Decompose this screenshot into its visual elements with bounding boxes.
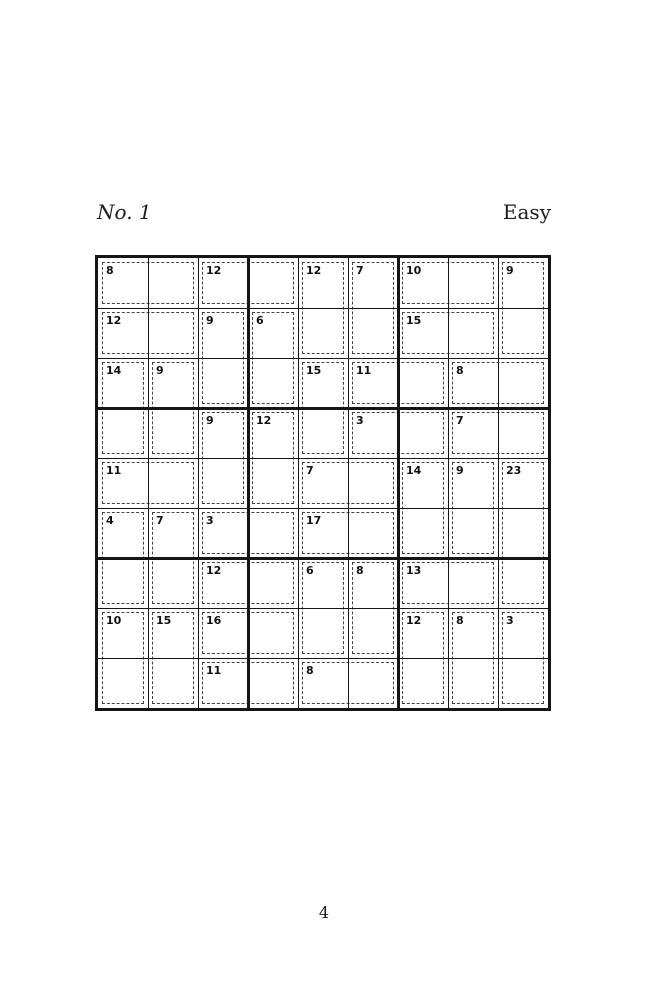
grid-line-vertical [348, 258, 349, 708]
cage-sum: 8 [306, 664, 314, 677]
cage-sum: 7 [456, 414, 464, 427]
cage-sum: 13 [406, 564, 422, 577]
cage-sum: 9 [506, 264, 514, 277]
cage-sum: 7 [356, 264, 364, 277]
cage-sum: 8 [106, 264, 114, 277]
cage [502, 462, 544, 604]
cage-sum: 8 [456, 614, 464, 627]
cage-sum: 8 [456, 364, 464, 377]
cage-sum: 17 [306, 514, 322, 527]
grid-line-vertical [397, 258, 400, 708]
cage-sum: 15 [306, 364, 322, 377]
cage-sum: 3 [356, 414, 364, 427]
cage-sum: 11 [106, 464, 122, 477]
killer-sudoku-grid [95, 255, 551, 711]
cage-sum: 15 [156, 614, 172, 627]
cage-sum: 9 [456, 464, 464, 477]
grid-line-vertical [198, 258, 199, 708]
cage-sum: 12 [256, 414, 272, 427]
cage-sum: 23 [506, 464, 522, 477]
grid-line-vertical [498, 258, 499, 708]
grid-line-horizontal [98, 358, 548, 359]
grid-line-horizontal [98, 608, 548, 609]
cage-sum: 16 [206, 614, 222, 627]
cage-sum: 7 [156, 514, 164, 527]
cage-sum: 11 [356, 364, 372, 377]
cage-sum: 10 [406, 264, 422, 277]
cage-sum: 12 [206, 264, 222, 277]
grid-line-horizontal [98, 658, 548, 659]
grid-line-vertical [148, 258, 149, 708]
grid-line-horizontal [98, 407, 548, 410]
cage-sum: 11 [206, 664, 222, 677]
cage-sum: 9 [206, 314, 214, 327]
cage-sum: 7 [306, 464, 314, 477]
cage-sum: 4 [106, 514, 114, 527]
cage-sum: 9 [156, 364, 164, 377]
cage-sum: 15 [406, 314, 422, 327]
cage-sum: 3 [206, 514, 214, 527]
cage-sum: 14 [106, 364, 122, 377]
grid-line-vertical [298, 258, 299, 708]
cage-sum: 6 [256, 314, 264, 327]
grid-line-vertical [448, 258, 449, 708]
cage-sum: 8 [356, 564, 364, 577]
difficulty-label: Easy [502, 200, 551, 224]
cage-sum: 9 [206, 414, 214, 427]
grid-line-horizontal [98, 557, 548, 560]
cage-sum: 10 [106, 614, 122, 627]
page-number: 4 [318, 903, 330, 922]
grid-line-horizontal [98, 508, 548, 509]
grid-line-horizontal [98, 308, 548, 309]
grid-line-vertical [247, 258, 250, 708]
page-header [97, 200, 551, 224]
cage-sum: 6 [306, 564, 314, 577]
cage-sum: 14 [406, 464, 422, 477]
grid-line-horizontal [98, 458, 548, 459]
cage-sum: 3 [506, 614, 514, 627]
cage-sum: 12 [206, 564, 222, 577]
cage-sum: 12 [306, 264, 322, 277]
cage-sum: 12 [406, 614, 422, 627]
cage-sum: 12 [106, 314, 122, 327]
puzzle-number: No. 1 [97, 200, 152, 224]
